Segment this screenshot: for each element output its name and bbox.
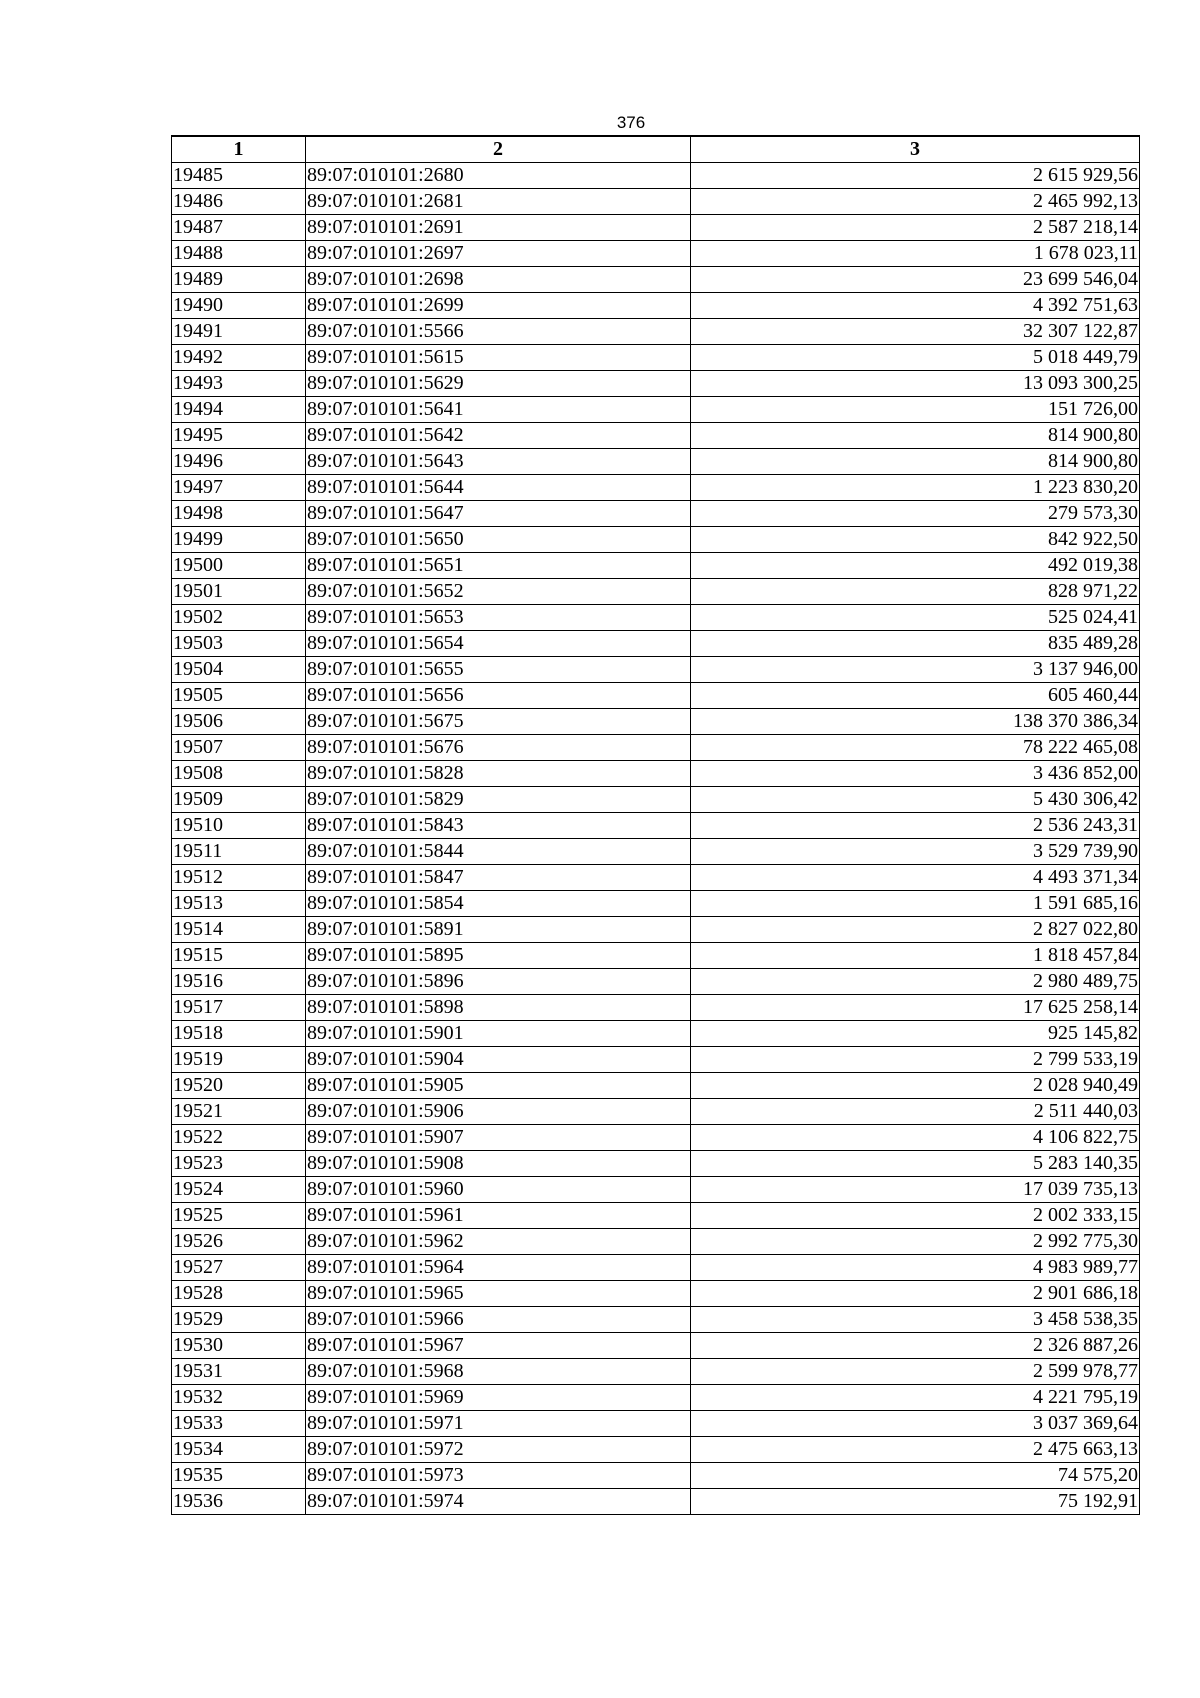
- table-row: [172, 1125, 1140, 1151]
- table-row: [172, 1047, 1140, 1073]
- cadastral-number: 89:07:010101:5653: [306, 605, 691, 631]
- row-number: 19535: [172, 1463, 306, 1489]
- row-number: 19496: [172, 449, 306, 475]
- table-row: [172, 865, 1140, 891]
- row-number: 19517: [172, 995, 306, 1021]
- cadastral-value: 32 307 122,87: [691, 319, 1140, 345]
- cadastral-value: 279 573,30: [691, 501, 1140, 527]
- cadastral-number: 89:07:010101:5968: [306, 1359, 691, 1385]
- column-header-1: 1: [172, 136, 306, 163]
- table-row: [172, 969, 1140, 995]
- cadastral-value: 842 922,50: [691, 527, 1140, 553]
- row-number: 19525: [172, 1203, 306, 1229]
- row-number: 19521: [172, 1099, 306, 1125]
- table-row: [172, 917, 1140, 943]
- row-number: 19512: [172, 865, 306, 891]
- cadastral-number: 89:07:010101:5566: [306, 319, 691, 345]
- row-number: 19511: [172, 839, 306, 865]
- row-number: 19531: [172, 1359, 306, 1385]
- cadastral-value: 828 971,22: [691, 579, 1140, 605]
- cadastral-number: 89:07:010101:5656: [306, 683, 691, 709]
- cadastral-number: 89:07:010101:5828: [306, 761, 691, 787]
- row-number: 19495: [172, 423, 306, 449]
- cadastral-value: 2 536 243,31: [691, 813, 1140, 839]
- cadastral-value: 605 460,44: [691, 683, 1140, 709]
- table-row: [172, 423, 1140, 449]
- cadastral-value: 2 615 929,56: [691, 163, 1140, 189]
- table-row: [172, 189, 1140, 215]
- table-row: [172, 1333, 1140, 1359]
- cadastral-value-table: [171, 135, 1140, 1515]
- row-number: 19519: [172, 1047, 306, 1073]
- cadastral-value: 2 028 940,49: [691, 1073, 1140, 1099]
- cadastral-number: 89:07:010101:2698: [306, 267, 691, 293]
- cadastral-number: 89:07:010101:5615: [306, 345, 691, 371]
- cadastral-value: 4 392 751,63: [691, 293, 1140, 319]
- cadastral-number: 89:07:010101:5652: [306, 579, 691, 605]
- cadastral-number: 89:07:010101:5896: [306, 969, 691, 995]
- cadastral-number: 89:07:010101:2699: [306, 293, 691, 319]
- table-row: [172, 215, 1140, 241]
- cadastral-number: 89:07:010101:5904: [306, 1047, 691, 1073]
- row-number: 19487: [172, 215, 306, 241]
- cadastral-number: 89:07:010101:5629: [306, 371, 691, 397]
- cadastral-value: 17 039 735,13: [691, 1177, 1140, 1203]
- cadastral-number: 89:07:010101:5891: [306, 917, 691, 943]
- cadastral-value: 2 511 440,03: [691, 1099, 1140, 1125]
- table-row: [172, 1073, 1140, 1099]
- cadastral-number: 89:07:010101:5644: [306, 475, 691, 501]
- table-row: [172, 943, 1140, 969]
- cadastral-value: 3 529 739,90: [691, 839, 1140, 865]
- cadastral-value: 2 799 533,19: [691, 1047, 1140, 1073]
- row-number: 19509: [172, 787, 306, 813]
- cadastral-number: 89:07:010101:5971: [306, 1411, 691, 1437]
- cadastral-number: 89:07:010101:2691: [306, 215, 691, 241]
- table-row: [172, 371, 1140, 397]
- table-row: [172, 813, 1140, 839]
- table-row: [172, 475, 1140, 501]
- cadastral-number: 89:07:010101:5655: [306, 657, 691, 683]
- cadastral-value: 2 002 333,15: [691, 1203, 1140, 1229]
- table-row: [172, 579, 1140, 605]
- row-number: 19530: [172, 1333, 306, 1359]
- cadastral-value: 3 137 946,00: [691, 657, 1140, 683]
- cadastral-number: 89:07:010101:5844: [306, 839, 691, 865]
- row-number: 19505: [172, 683, 306, 709]
- cadastral-value: 151 726,00: [691, 397, 1140, 423]
- cadastral-value: 5 283 140,35: [691, 1151, 1140, 1177]
- cadastral-value: 1 678 023,11: [691, 241, 1140, 267]
- cadastral-value: 525 024,41: [691, 605, 1140, 631]
- cadastral-number: 89:07:010101:5847: [306, 865, 691, 891]
- row-number: 19513: [172, 891, 306, 917]
- cadastral-value: 3 037 369,64: [691, 1411, 1140, 1437]
- row-number: 19494: [172, 397, 306, 423]
- cadastral-number: 89:07:010101:5843: [306, 813, 691, 839]
- cadastral-number: 89:07:010101:2681: [306, 189, 691, 215]
- table-row: [172, 1203, 1140, 1229]
- row-number: 19520: [172, 1073, 306, 1099]
- cadastral-value: 1 223 830,20: [691, 475, 1140, 501]
- cadastral-value: 925 145,82: [691, 1021, 1140, 1047]
- row-number: 19492: [172, 345, 306, 371]
- column-header-2: 2: [306, 136, 691, 163]
- cadastral-number: 89:07:010101:5647: [306, 501, 691, 527]
- table-row: [172, 995, 1140, 1021]
- table-body: [172, 163, 1140, 1515]
- cadastral-value: 2 587 218,14: [691, 215, 1140, 241]
- table-row: [172, 787, 1140, 813]
- row-number: 19493: [172, 371, 306, 397]
- table-row: [172, 1021, 1140, 1047]
- table-row: [172, 345, 1140, 371]
- cadastral-value: 5 430 306,42: [691, 787, 1140, 813]
- cadastral-value: 3 436 852,00: [691, 761, 1140, 787]
- row-number: 19501: [172, 579, 306, 605]
- row-number: 19507: [172, 735, 306, 761]
- cadastral-number: 89:07:010101:5895: [306, 943, 691, 969]
- cadastral-value: 138 370 386,34: [691, 709, 1140, 735]
- cadastral-number: 89:07:010101:5908: [306, 1151, 691, 1177]
- cadastral-number: 89:07:010101:5967: [306, 1333, 691, 1359]
- table-row: [172, 891, 1140, 917]
- cadastral-number: 89:07:010101:5643: [306, 449, 691, 475]
- cadastral-number: 89:07:010101:5966: [306, 1307, 691, 1333]
- table-row: [172, 1489, 1140, 1515]
- cadastral-value: 75 192,91: [691, 1489, 1140, 1515]
- cadastral-number: 89:07:010101:5965: [306, 1281, 691, 1307]
- row-number: 19489: [172, 267, 306, 293]
- row-number: 19488: [172, 241, 306, 267]
- table-row: [172, 761, 1140, 787]
- cadastral-value: 2 326 887,26: [691, 1333, 1140, 1359]
- row-number: 19504: [172, 657, 306, 683]
- cadastral-number: 89:07:010101:5907: [306, 1125, 691, 1151]
- row-number: 19524: [172, 1177, 306, 1203]
- cadastral-value: 74 575,20: [691, 1463, 1140, 1489]
- row-number: 19522: [172, 1125, 306, 1151]
- row-number: 19491: [172, 319, 306, 345]
- cadastral-number: 89:07:010101:5898: [306, 995, 691, 1021]
- table-row: [172, 657, 1140, 683]
- cadastral-number: 89:07:010101:5960: [306, 1177, 691, 1203]
- table-row: [172, 1151, 1140, 1177]
- cadastral-number: 89:07:010101:5974: [306, 1489, 691, 1515]
- row-number: 19527: [172, 1255, 306, 1281]
- cadastral-value: 2 827 022,80: [691, 917, 1140, 943]
- table-row: [172, 397, 1140, 423]
- row-number: 19533: [172, 1411, 306, 1437]
- table-row: [172, 241, 1140, 267]
- row-number: 19523: [172, 1151, 306, 1177]
- table-row: [172, 267, 1140, 293]
- row-number: 19532: [172, 1385, 306, 1411]
- cadastral-number: 89:07:010101:5969: [306, 1385, 691, 1411]
- cadastral-value: 2 901 686,18: [691, 1281, 1140, 1307]
- cadastral-number: 89:07:010101:5641: [306, 397, 691, 423]
- table-row: [172, 163, 1140, 189]
- row-number: 19508: [172, 761, 306, 787]
- cadastral-number: 89:07:010101:5676: [306, 735, 691, 761]
- cadastral-value: 5 018 449,79: [691, 345, 1140, 371]
- table-row: [172, 839, 1140, 865]
- cadastral-number: 89:07:010101:5905: [306, 1073, 691, 1099]
- cadastral-number: 89:07:010101:5972: [306, 1437, 691, 1463]
- cadastral-number: 89:07:010101:5973: [306, 1463, 691, 1489]
- cadastral-value: 4 983 989,77: [691, 1255, 1140, 1281]
- row-number: 19485: [172, 163, 306, 189]
- cadastral-value: 78 222 465,08: [691, 735, 1140, 761]
- cadastral-value: 2 475 663,13: [691, 1437, 1140, 1463]
- row-number: 19518: [172, 1021, 306, 1047]
- table-row: [172, 1099, 1140, 1125]
- table-row: [172, 1359, 1140, 1385]
- row-number: 19510: [172, 813, 306, 839]
- table-row: [172, 683, 1140, 709]
- cadastral-number: 89:07:010101:5962: [306, 1229, 691, 1255]
- cadastral-value: 1 591 685,16: [691, 891, 1140, 917]
- cadastral-number: 89:07:010101:5654: [306, 631, 691, 657]
- cadastral-number: 89:07:010101:5675: [306, 709, 691, 735]
- cadastral-value: 4 106 822,75: [691, 1125, 1140, 1151]
- cadastral-value: 814 900,80: [691, 449, 1140, 475]
- table-row: [172, 553, 1140, 579]
- cadastral-value: 492 019,38: [691, 553, 1140, 579]
- table-row: [172, 501, 1140, 527]
- table-row: [172, 709, 1140, 735]
- cadastral-number: 89:07:010101:5650: [306, 527, 691, 553]
- table-row: [172, 735, 1140, 761]
- row-number: 19529: [172, 1307, 306, 1333]
- cadastral-number: 89:07:010101:5961: [306, 1203, 691, 1229]
- row-number: 19515: [172, 943, 306, 969]
- cadastral-number: 89:07:010101:5906: [306, 1099, 691, 1125]
- table-row: [172, 319, 1140, 345]
- cadastral-value: 13 093 300,25: [691, 371, 1140, 397]
- cadastral-value: 3 458 538,35: [691, 1307, 1140, 1333]
- cadastral-value: 835 489,28: [691, 631, 1140, 657]
- cadastral-number: 89:07:010101:5854: [306, 891, 691, 917]
- row-number: 19486: [172, 189, 306, 215]
- row-number: 19514: [172, 917, 306, 943]
- table-row: [172, 1177, 1140, 1203]
- row-number: 19516: [172, 969, 306, 995]
- row-number: 19498: [172, 501, 306, 527]
- cadastral-value: 2 980 489,75: [691, 969, 1140, 995]
- row-number: 19528: [172, 1281, 306, 1307]
- row-number: 19497: [172, 475, 306, 501]
- row-number: 19490: [172, 293, 306, 319]
- table-header-row: [172, 136, 1140, 163]
- cadastral-number: 89:07:010101:5829: [306, 787, 691, 813]
- cadastral-value: 17 625 258,14: [691, 995, 1140, 1021]
- row-number: 19502: [172, 605, 306, 631]
- table-row: [172, 1385, 1140, 1411]
- table-row: [172, 1411, 1140, 1437]
- table-row: [172, 1307, 1140, 1333]
- table-row: [172, 527, 1140, 553]
- table-row: [172, 1463, 1140, 1489]
- table-row: [172, 1281, 1140, 1307]
- row-number: 19503: [172, 631, 306, 657]
- column-header-3: 3: [691, 136, 1140, 163]
- row-number: 19536: [172, 1489, 306, 1515]
- cadastral-number: 89:07:010101:5651: [306, 553, 691, 579]
- cadastral-value: 2 992 775,30: [691, 1229, 1140, 1255]
- table-row: [172, 605, 1140, 631]
- row-number: 19526: [172, 1229, 306, 1255]
- cadastral-value: 814 900,80: [691, 423, 1140, 449]
- table-row: [172, 1229, 1140, 1255]
- cadastral-number: 89:07:010101:5901: [306, 1021, 691, 1047]
- row-number: 19499: [172, 527, 306, 553]
- row-number: 19500: [172, 553, 306, 579]
- table-row: [172, 293, 1140, 319]
- cadastral-value: 23 699 546,04: [691, 267, 1140, 293]
- table-row: [172, 1437, 1140, 1463]
- table-row: [172, 449, 1140, 475]
- row-number: 19534: [172, 1437, 306, 1463]
- table-row: [172, 631, 1140, 657]
- cadastral-number: 89:07:010101:5964: [306, 1255, 691, 1281]
- table-row: [172, 1255, 1140, 1281]
- cadastral-value: 2 599 978,77: [691, 1359, 1140, 1385]
- cadastral-value: 2 465 992,13: [691, 189, 1140, 215]
- cadastral-number: 89:07:010101:2697: [306, 241, 691, 267]
- page-number: 376: [616, 113, 646, 132]
- cadastral-number: 89:07:010101:5642: [306, 423, 691, 449]
- cadastral-value: 1 818 457,84: [691, 943, 1140, 969]
- cadastral-value: 4 221 795,19: [691, 1385, 1140, 1411]
- cadastral-value: 4 493 371,34: [691, 865, 1140, 891]
- cadastral-number: 89:07:010101:2680: [306, 163, 691, 189]
- row-number: 19506: [172, 709, 306, 735]
